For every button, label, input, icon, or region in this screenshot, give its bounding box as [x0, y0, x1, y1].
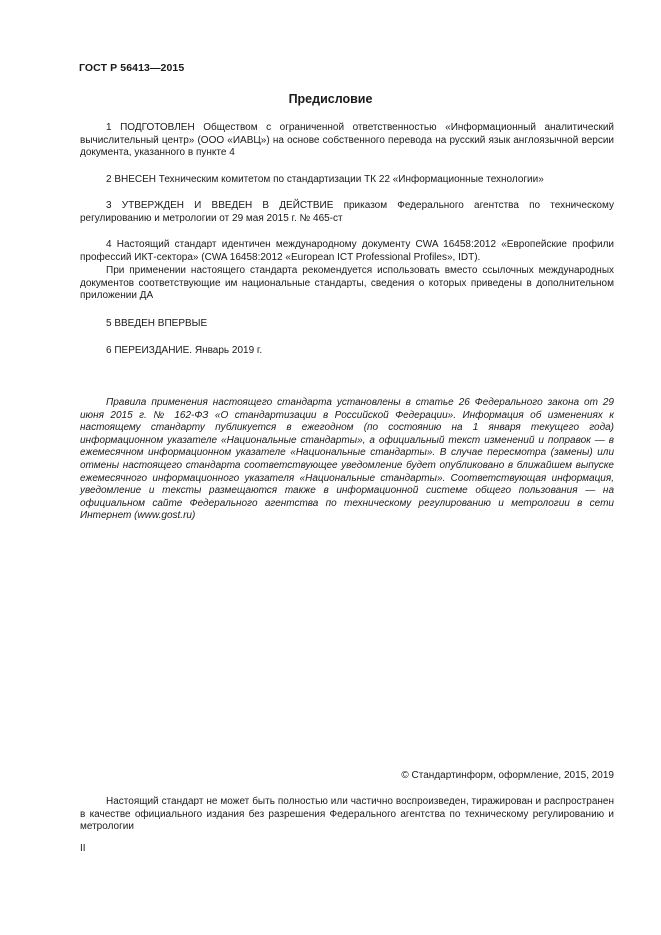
section-title: Предисловие [288, 92, 373, 106]
item-5-first-introduced: 5 ВВЕДЕН ВПЕРВЫЕ [106, 318, 208, 329]
page-number: II [80, 843, 86, 854]
item-4-application-note: При применении настоящего стандарта рекомендуется использовать вместо ссылочных международных документов соответствующие им национальные стандарты, сведения о которых приведены в дополнительном приложении ДА [80, 265, 614, 302]
item-1-prepared-by: 1 ПОДГОТОВЛЕН Обществом с ограниченной ответственностью «Информационный аналитический вычислительный центр» (ООО «ИАВЦ») на основе собственного перевода на русский язык англоязычной версии документа, указанного в пункте 4 [80, 122, 614, 159]
item-4-identical-standard: 4 Настоящий стандарт идентичен международному документу CWA 16458:2012 «Европейские профили профессий ИКТ-сектора» (CWA 16458:2012 «European ICT Professional Profiles», IDT). [80, 239, 614, 263]
reproduction-notice: Настоящий стандарт не может быть полностью или частично воспроизведен, тиражирован и распространен в качестве официального издания без разрешения Федерального агентства по техническому регулированию и метрологии [80, 796, 614, 833]
item-6-reissue: 6 ПЕРЕИЗДАНИЕ. Январь 2019 г. [106, 345, 263, 356]
standard-code: ГОСТ Р 56413—2015 [79, 62, 185, 74]
standard-application-notice: Правила применения настоящего стандарта установлены в статье 26 Федерального закона от 29 июня 2015 г. № 162-ФЗ «О стандартизации в Российской Федерации». Информация об изменениях к настоящему стандарту публикуется в ежегодном (по состоянию на 1 января текущего года) информационном указателе «Национальные стандарты», а официальный текст изменений и поправок — в ежемесячном информационном указателе «Национальные стандарты». В случае пересмотра (замены) или отмены настоящего стандарта соответствующее уведомление будет опубликовано в ближайшем выпуске ежемесячного информационного указателя «Национальные стандарты». Соответствующая информация, уведомление и тексты размещаются также в информационной системе общего пользования — на официальном сайте Федерального агентства по техническому регулированию и метрологии в сети Интернет (www.gost.ru) [80, 397, 614, 522]
item-3-approved: 3 УТВЕРЖДЕН И ВВЕДЕН В ДЕЙСТВИЕ приказом Федерального агентства по техническому регулированию и метрологии от 29 мая 2015 г. № 465-ст [80, 200, 614, 224]
item-2-submitted-by: 2 ВНЕСЕН Техническим комитетом по стандартизации ТК 22 «Информационные технологии» [106, 174, 544, 185]
copyright-notice: © Стандартинформ, оформление, 2015, 2019 [401, 770, 614, 781]
